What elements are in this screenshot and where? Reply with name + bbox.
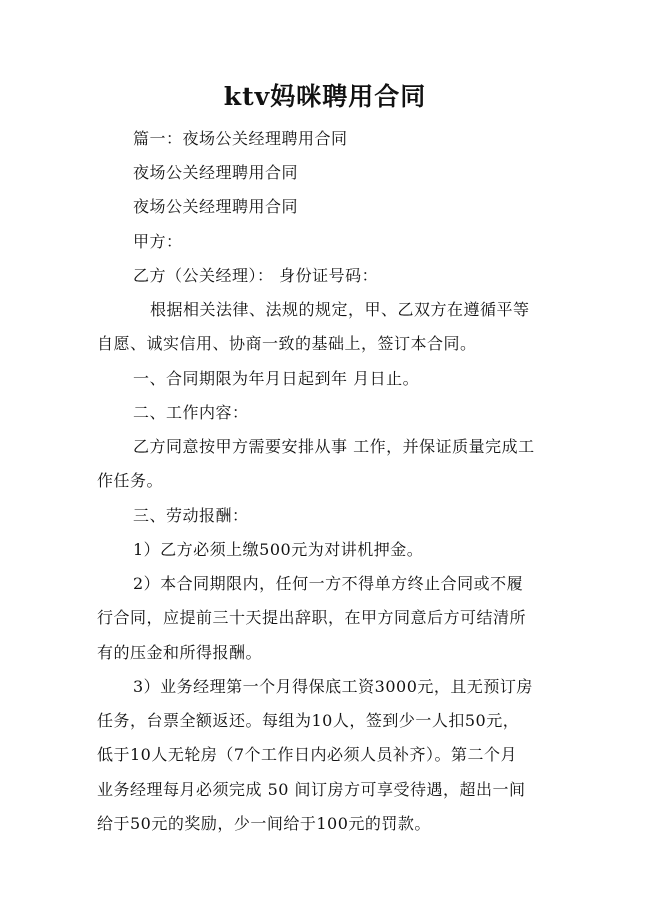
- line-item-1: 1）乙方必须上缴500元为对讲机押金。: [133, 540, 424, 559]
- line-contract-name-2: 夜场公关经理聘用合同: [133, 197, 299, 216]
- line-clause-2-text-1: 乙方同意按甲方需要安排从事 工作，并保证质量完成工: [133, 437, 535, 456]
- line-clause-2-heading: 二、工作内容：: [133, 403, 249, 422]
- line-clause-3-heading: 三、劳动报酬：: [133, 506, 249, 525]
- line-item-3-c: 低于10人无轮房（7个工作日内必须人员补齐）。第二个月: [97, 745, 518, 764]
- line-item-2-c: 有的压金和所得报酬。: [97, 643, 263, 662]
- line-chapter-heading: 篇一：夜场公关经理聘用合同: [133, 129, 348, 148]
- line-preamble-1: 根据相关法律、法规的规定，甲、乙双方在遵循平等: [150, 300, 530, 319]
- line-party-a: 甲方：: [133, 232, 183, 251]
- line-contract-name-1: 夜场公关经理聘用合同: [133, 163, 299, 182]
- line-item-3-b: 任务，台票全额返还。每组为10人，签到少一人扣50元，: [97, 711, 520, 730]
- line-clause-1: 一、合同期限为年月日起到年 月日止。: [133, 369, 420, 388]
- line-party-b: 乙方（公关经理）： 身份证号码：: [133, 266, 379, 285]
- line-item-2-a: 2）本合同期限内，任何一方不得单方终止合同或不履: [133, 574, 524, 593]
- line-item-3-d: 业务经理每月必须完成 50 间订房方可享受待遇，超出一间: [97, 780, 526, 799]
- line-item-2-b: 行合同，应提前三十天提出辞职，在甲方同意后方可结清所: [97, 608, 527, 627]
- line-item-3-e: 给于50元的奖励，少一间给于100元的罚款。: [97, 814, 431, 833]
- document-title: ktv妈咪聘用合同: [223, 82, 427, 111]
- line-preamble-2: 自愿、诚实信用、协商一致的基础上，签订本合同。: [97, 334, 477, 353]
- line-clause-2-text-2: 作任务。: [97, 471, 164, 490]
- line-item-3-a: 3）业务经理第一个月得保底工资3000元，且无预订房: [133, 677, 533, 696]
